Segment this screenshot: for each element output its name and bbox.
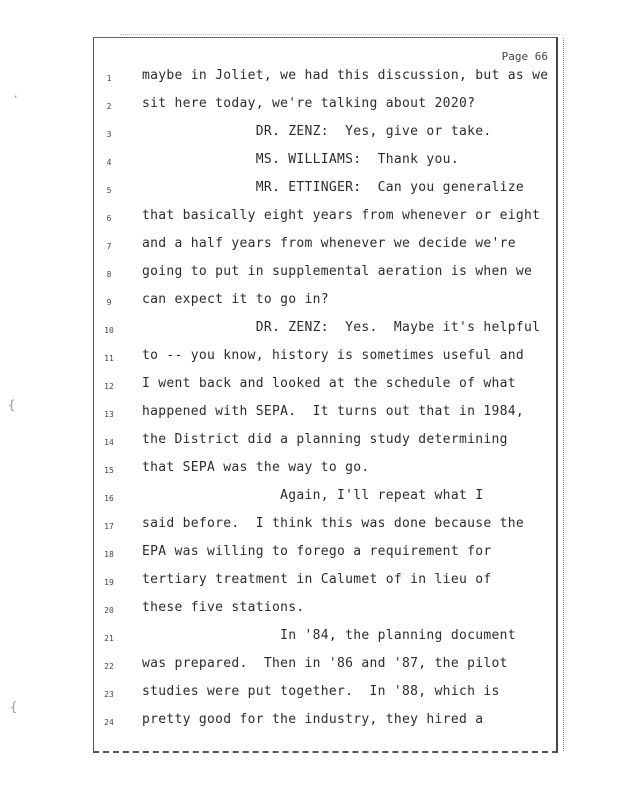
transcript-line xyxy=(94,460,554,480)
line-number: 22 xyxy=(104,662,114,671)
transcript-line xyxy=(94,656,554,676)
transcript-line xyxy=(94,684,554,704)
line-number: 20 xyxy=(104,606,114,615)
transcript-line xyxy=(94,404,554,424)
transcript-line xyxy=(94,96,554,116)
transcript-line xyxy=(94,628,554,648)
line-number: 10 xyxy=(104,326,114,335)
margin-bracket-mark: { xyxy=(10,700,18,714)
line-text: In '84, the planning document xyxy=(142,628,516,643)
line-number: 5 xyxy=(106,186,112,195)
line-text: that SEPA was the way to go. xyxy=(142,460,370,475)
margin-speck: · xyxy=(12,90,20,104)
line-text: Again, I'll repeat what I xyxy=(142,488,484,503)
transcript-line xyxy=(94,432,554,452)
transcript-line xyxy=(94,236,554,256)
transcript-line xyxy=(94,376,554,396)
line-number: 3 xyxy=(106,130,112,139)
line-number: 17 xyxy=(104,522,114,531)
line-number: 2 xyxy=(106,102,112,111)
line-text: tertiary treatment in Calumet of in lieu of xyxy=(142,572,492,587)
line-text: these five stations. xyxy=(142,600,305,615)
transcript-line xyxy=(94,516,554,536)
page-number: Page 66 xyxy=(501,50,548,63)
line-text: that basically eight years from whenever or eight xyxy=(142,208,541,223)
line-text: I went back and looked at the schedule of what xyxy=(142,376,516,391)
transcript-line xyxy=(94,320,554,340)
line-number: 13 xyxy=(104,410,114,419)
line-text: and a half years from whenever we decide we're xyxy=(142,236,516,251)
transcript-line xyxy=(94,572,554,592)
line-text: happened with SEPA. It turns out that in 1984, xyxy=(142,404,524,419)
line-text: going to put in supplemental aeration is when we xyxy=(142,264,533,279)
line-number: 4 xyxy=(106,158,112,167)
transcript-line xyxy=(94,180,554,200)
line-number: 14 xyxy=(104,438,114,447)
margin-bracket-mark: { xyxy=(8,398,16,412)
transcript-line xyxy=(94,124,554,144)
scan-edge-rule xyxy=(120,34,560,35)
line-text: pretty good for the industry, they hired a xyxy=(142,712,484,727)
line-text: studies were put together. In '88, which is xyxy=(142,684,500,699)
transcript-line xyxy=(94,208,554,228)
line-number: 19 xyxy=(104,578,114,587)
line-number: 16 xyxy=(104,494,114,503)
line-number: 7 xyxy=(106,242,112,251)
line-text: can expect it to go in? xyxy=(142,292,329,307)
line-number: 23 xyxy=(104,690,114,699)
line-number: 12 xyxy=(104,382,114,391)
transcript-page xyxy=(93,37,558,753)
transcript-line xyxy=(94,348,554,368)
transcript-line xyxy=(94,488,554,508)
line-number: 11 xyxy=(104,354,114,363)
transcript-line xyxy=(94,292,554,312)
line-text: said before. I think this was done because the xyxy=(142,516,524,531)
line-text: sit here today, we're talking about 2020? xyxy=(142,96,476,111)
line-text: MS. WILLIAMS: Thank you. xyxy=(142,152,459,167)
transcript-line xyxy=(94,600,554,620)
transcript-line xyxy=(94,68,554,88)
transcript-line xyxy=(94,544,554,564)
line-number: 18 xyxy=(104,550,114,559)
line-number: 8 xyxy=(106,270,112,279)
line-number: 24 xyxy=(104,718,114,727)
line-text: MR. ETTINGER: Can you generalize xyxy=(142,180,524,195)
transcript-line xyxy=(94,712,554,732)
line-number: 15 xyxy=(104,466,114,475)
line-number: 21 xyxy=(104,634,114,643)
line-text: maybe in Joliet, we had this discussion, but as we xyxy=(142,68,549,83)
transcript-line xyxy=(94,152,554,172)
line-text: EPA was willing to forego a requirement for xyxy=(142,544,492,559)
line-text: DR. ZENZ: Yes. Maybe it's helpful xyxy=(142,320,541,335)
transcript-line xyxy=(94,264,554,284)
line-text: DR. ZENZ: Yes, give or take. xyxy=(142,124,492,139)
line-number: 6 xyxy=(106,214,112,223)
line-text: was prepared. Then in '86 and '87, the pilot xyxy=(142,656,508,671)
line-text: to -- you know, history is sometimes useful and xyxy=(142,348,524,363)
page-edge-dots xyxy=(557,38,564,751)
line-number: 9 xyxy=(106,298,112,307)
line-text: the District did a planning study determining xyxy=(142,432,508,447)
line-number: 1 xyxy=(106,74,112,83)
